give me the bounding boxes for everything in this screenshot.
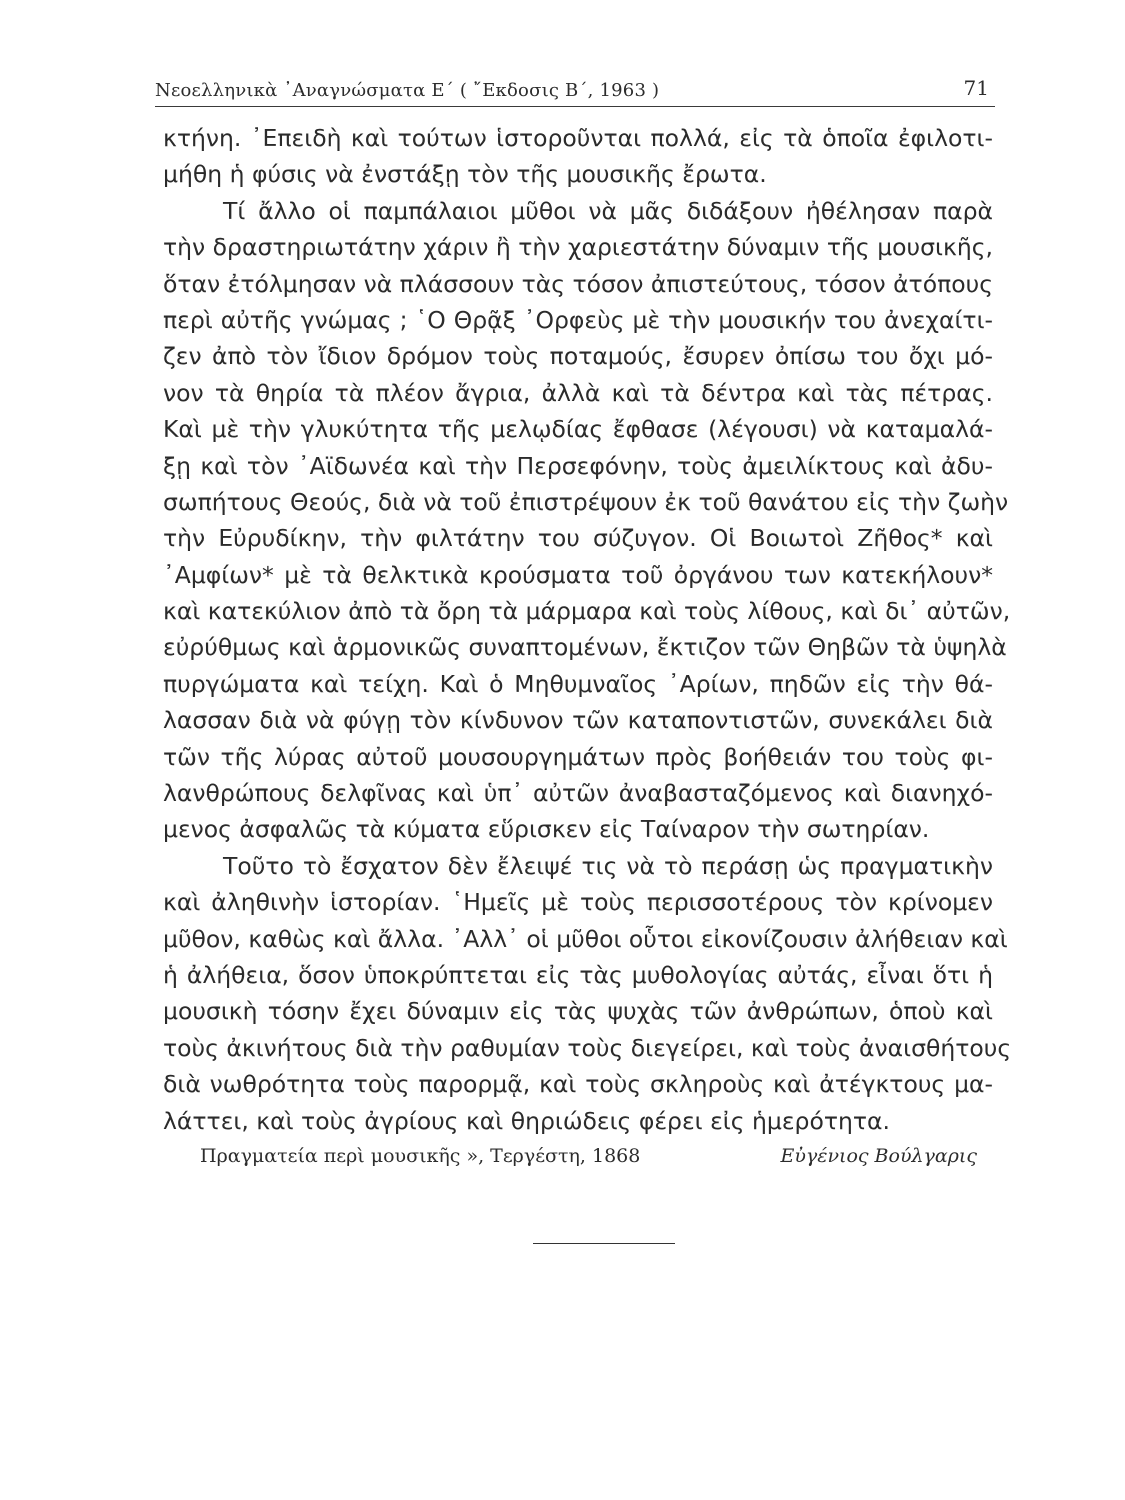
citation-author: Εὐγένιος Βούλγαρις bbox=[780, 1145, 977, 1167]
text-line: εὐρύθμως καὶ ἁρμονικῶς συναπτομένων, ἔκτιζον τῶν Θηβῶν τὰ ὑψηλὰ bbox=[163, 633, 1007, 662]
text-line: ἡ ἀλήθεια, ὅσον ὑποκρύπτεται εἰς τὰς μυθολογίας αὐτάς, εἶναι ὅτι ἡ bbox=[163, 960, 993, 989]
text-line: μουσικὴ τόσην ἔχει δύναμιν εἰς τὰς ψυχὰς τῶν ἀνθρώπων, ὁποὺ καὶ bbox=[163, 997, 993, 1026]
text-line: νον τὰ θηρία τὰ πλέον ἄγρια, ἀλλὰ καὶ τὰ δέντρα καὶ τὰς πέτρας. bbox=[163, 378, 993, 407]
running-header bbox=[155, 74, 995, 107]
text-line: πυργώματα καὶ τείχη. Καὶ ὁ Μηθυμναῖος ᾿Αρίων, πηδῶν εἰς τὴν θά- bbox=[163, 669, 993, 698]
text-line: ᾿Αμφίων* μὲ τὰ θελκτικὰ κρούσματα τοῦ ὀργάνου των κατεκήλουν* bbox=[163, 560, 993, 589]
text-line: λασσαν διὰ νὰ φύγῃ τὸν κίνδυνον τῶν καταποντιστῶν, συνεκάλει διὰ bbox=[163, 706, 993, 735]
text-line: μῦθον, καθὼς καὶ ἄλλα. ᾿Αλλ᾿ οἱ μῦθοι οὗτοι εἰκονίζουσιν ἀλήθειαν καὶ bbox=[163, 924, 1008, 953]
citation bbox=[200, 1145, 977, 1175]
text-line: διὰ νωθρότητα τοὺς παρορμᾷ, καὶ τοὺς σκληροὺς καὶ ἀτέγκτους μα- bbox=[163, 1070, 993, 1099]
main-text bbox=[163, 120, 1012, 1139]
text-line: ζεν ἀπὸ τὸν ἴδιον δρόμον τοὺς ποταμούς, ἔσυρεν ὀπίσω του ὄχι μό- bbox=[163, 342, 993, 371]
text-line: σωπήτους Θεούς, διὰ νὰ τοῦ ἐπιστρέψουν ἐκ τοῦ θανάτου εἰς τὴν ζωὴν bbox=[163, 487, 1009, 516]
text-line: περὶ αὐτῆς γνώμας ; ῾Ο Θρᾷξ ᾿Ορφεὺς μὲ τὴν μουσικήν του ἀνεχαίτι- bbox=[163, 305, 993, 334]
text-line: καὶ κατεκύλιον ἀπὸ τὰ ὄρη τὰ μάρμαρα καὶ τοὺς λίθους, καὶ δι᾿ αὐτῶν, bbox=[163, 597, 1011, 626]
text-line: μενος ἀσφαλῶς τὰ κύματα εὕρισκεν εἰς Ταίναρον τὴν σωτηρίαν. bbox=[163, 815, 930, 844]
text-line: τοὺς ἀκινήτους διὰ τὴν ραθυμίαν τοὺς διεγείρει, καὶ τοὺς ἀναισθήτους bbox=[163, 1033, 1012, 1062]
citation-source: Πραγματεία περὶ μουσικῆς », Τεργέστη, 1868 bbox=[200, 1145, 641, 1167]
text-line: λανθρώπους δελφῖνας καὶ ὑπ᾿ αὐτῶν ἀναβασταζόμενος καὶ διανηχό- bbox=[163, 779, 993, 808]
text-line: μήθη ἡ φύσις νὰ ἐνστάξῃ τὸν τῆς μουσικῆς ἔρωτα. bbox=[163, 160, 767, 189]
end-divider bbox=[533, 1243, 675, 1244]
text-line: λάττει, καὶ τοὺς ἀγρίους καὶ θηριώδεις φέρει εἰς ἡμερότητα. bbox=[163, 1106, 890, 1135]
text-line: ὅταν ἐτόλμησαν νὰ πλάσσουν τὰς τόσον ἀπιστεύτους, τόσον ἀτόπους bbox=[163, 269, 993, 298]
text-line: τὴν δραστηριωτάτην χάριν ἢ τὴν χαριεστάτην δύναμιν τῆς μουσικῆς, bbox=[163, 233, 993, 262]
text-line: τὴν Εὐρυδίκην, τὴν φιλτάτην του σύζυγον. Οἱ Βοιωτοὶ Ζῆθος* καὶ bbox=[163, 524, 993, 553]
text-line: καὶ ἀληθινὴν ἱστορίαν. ῾Ημεῖς μὲ τοὺς περισσοτέρους τὸν κρίνομεν bbox=[163, 888, 993, 917]
text-line: Τί ἄλλο οἱ παμπάλαιοι μῦθοι νὰ μᾶς διδάξουν ἠθέλησαν παρὰ bbox=[223, 196, 993, 225]
text-line: κτήνη. ᾿Επειδὴ καὶ τούτων ἱστοροῦνται πολλά, εἰς τὰ ὁποῖα ἐφιλοτι- bbox=[163, 124, 993, 152]
text-line: τῶν τῆς λύρας αὐτοῦ μουσουργημάτων πρὸς βοήθειάν του τοὺς φι- bbox=[163, 742, 993, 771]
text-line: ξῃ καὶ τὸν ᾿Αϊδωνέα καὶ τὴν Περσεφόνην, τοὺς ἀμειλίκτους καὶ ἀδυ- bbox=[163, 451, 993, 480]
text-line: Τοῦτο τὸ ἔσχατον δὲν ἔλειψέ τις νὰ τὸ περάσῃ ὡς πραγματικὴν bbox=[223, 851, 993, 880]
text-line: Καὶ μὲ τὴν γλυκύτητα τῆς μελῳδίας ἔφθασε (λέγουσι) νὰ καταμαλά- bbox=[163, 415, 993, 444]
header-title: Νεοελληνικὰ ᾿Αναγνώσματα Ε΄ ( ῎Εκδοσις Β΄, 1963 ) bbox=[155, 80, 660, 101]
page-number: 71 bbox=[963, 76, 989, 100]
